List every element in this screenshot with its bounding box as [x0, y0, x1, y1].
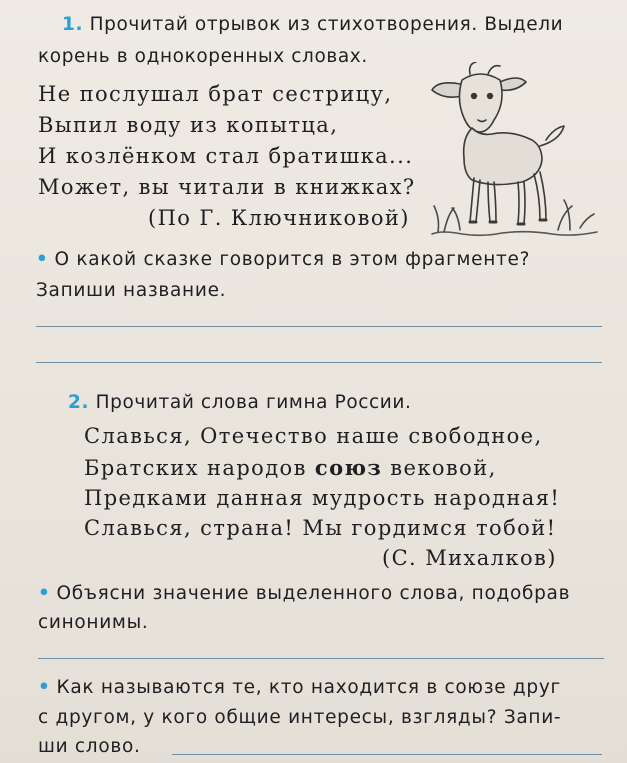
highlighted-word: союз — [314, 455, 383, 480]
task2-question2-line3: ши слово. — [38, 736, 141, 757]
answer-line[interactable] — [36, 362, 602, 363]
answer-line[interactable] — [172, 754, 602, 755]
task1-poem-line: Может, вы читали в книжках? — [38, 175, 416, 199]
task2-instruction: 2. Прочитай слова гимна России. — [68, 392, 412, 413]
bullet-icon: • — [38, 583, 51, 604]
task2-poem-line: Славься, страна! Мы гордимся тобой! — [84, 516, 557, 540]
answer-line[interactable] — [36, 326, 602, 327]
task2-poem-line: Славься, Отечество наше свободное, — [84, 424, 543, 448]
task1-poem-line: Выпил воду из копытца, — [38, 113, 339, 137]
task2-author: (С. Михалков) — [382, 546, 557, 570]
task1-question-line2: Запиши название. — [36, 280, 227, 301]
task1-poem-line: Не послушал брат сестрицу, — [38, 82, 393, 106]
task2-question2-line2: с другом, у кого общие интересы, взгляды? Запи- — [38, 707, 562, 728]
task2-poem-line: Братских народов союз вековой, — [84, 455, 497, 480]
bullet-icon: • — [38, 677, 51, 698]
task1-poem-line: И козлёнком стал братишка... — [38, 144, 414, 168]
task2-poem-line: Предками данная мудрость народная! — [84, 486, 561, 510]
task2-number: 2. — [68, 392, 90, 413]
task2-question1-line1: • Объясни значение выделенного слова, подобрав — [38, 583, 571, 604]
task1-instruction-line2: корень в однокоренных словах. — [38, 46, 368, 67]
task2-question1-line2: синонимы. — [38, 612, 149, 633]
goat-kid-icon — [430, 62, 600, 240]
task1-number: 1. — [62, 14, 84, 35]
task2-question2-line1: • Как называются те, кто находится в союзе друг — [38, 677, 561, 698]
task1-instruction-line1: 1. Прочитай отрывок из стихотворения. Выдели — [62, 14, 564, 35]
bullet-icon: • — [36, 249, 49, 270]
task1-author: (По Г. Ключниковой) — [148, 206, 410, 230]
answer-line[interactable] — [38, 658, 604, 659]
task1-question-line1: • О какой сказке говорится в этом фрагменте? — [36, 249, 531, 270]
